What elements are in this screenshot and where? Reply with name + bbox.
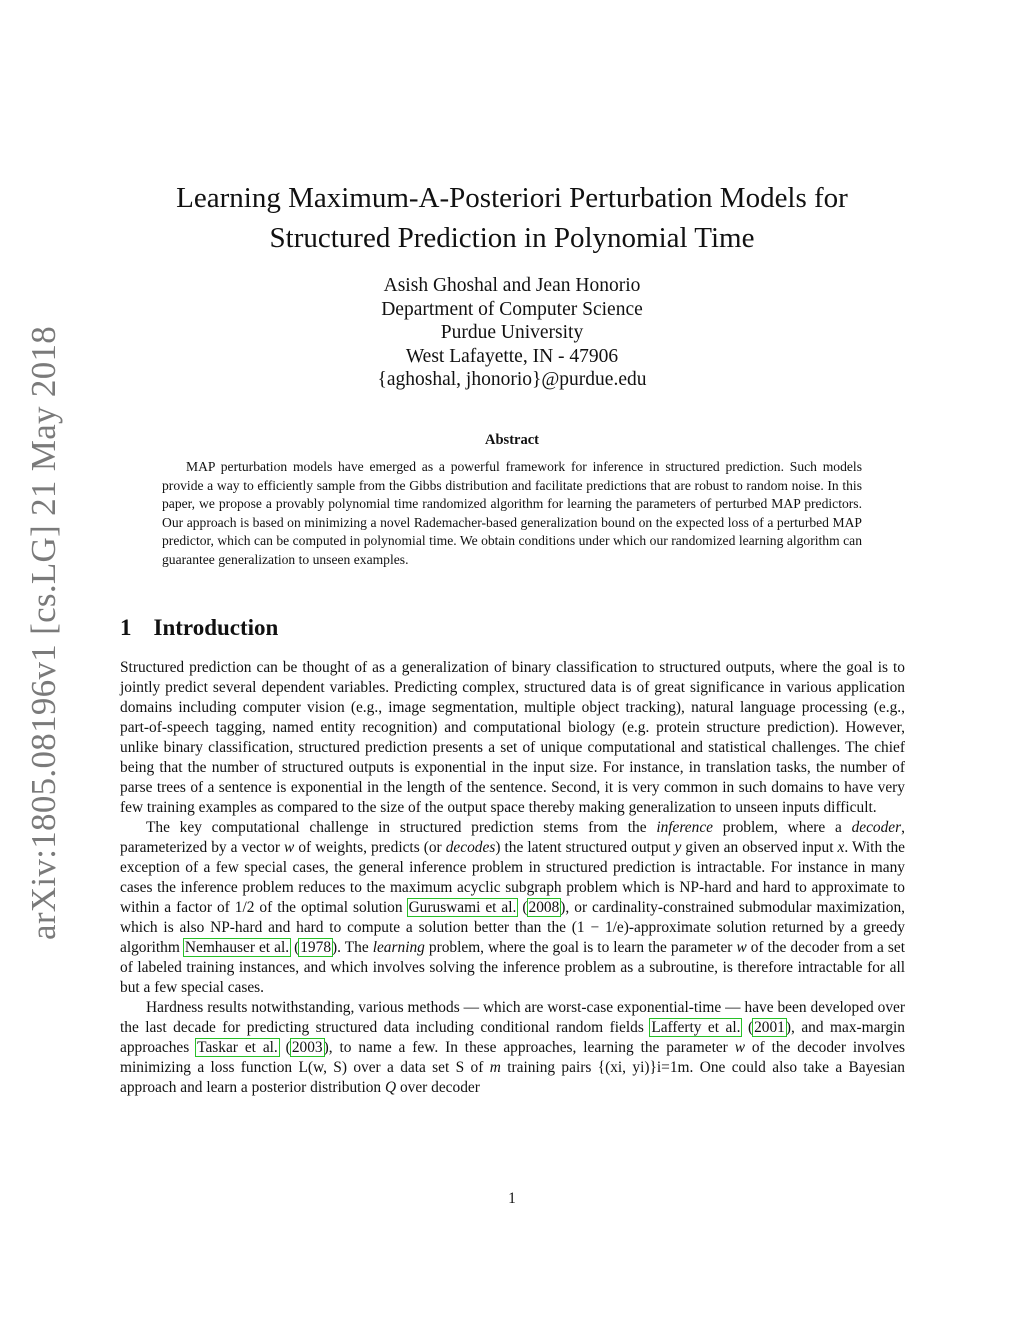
math-approx-factor: (1 − 1/e) bbox=[571, 919, 629, 936]
math-var-w: w bbox=[736, 939, 747, 956]
arxiv-identifier-stamp: arXiv:1805.08196v1 [cs.LG] 21 May 2018 bbox=[24, 325, 63, 940]
citation-year-link-taskar[interactable]: 2003 bbox=[291, 1039, 323, 1056]
text-run: training pairs bbox=[500, 1059, 598, 1076]
math-dataset-s: S bbox=[455, 1059, 465, 1076]
citation-link-lafferty[interactable]: Lafferty et al. bbox=[651, 1019, 741, 1036]
title-line-1: Learning Maximum-A-Posteriori Perturbation Models for bbox=[176, 182, 848, 214]
math-var-w: w bbox=[284, 839, 295, 856]
text-run: . With the exception of a few special cases, the general inference problem in structured prediction is intractable. For instance in many cases the inference problem reduces to the maximum acyclic subgraph problem which is NP-hard and hard to approximate to within a factor of bbox=[120, 839, 905, 916]
text-run: -approximate solution returned by a greedy algorithm bbox=[120, 919, 905, 956]
citation-link-guruswami[interactable]: Guruswami et al. bbox=[408, 899, 517, 916]
abstract-text: MAP perturbation models have emerged as a powerful framework for inference in structured prediction. Such models provide a way to efficiently sample from the Gibbs distribution and facilitate predictions that are robust to random noise. In this paper, we propose a provably polynomial time randomized algorithm for learning the parameters of perturbed MAP predictors. Our approach is based on minimizing a novel Rademacher-based generalization bound on the expected loss of a perturbed MAP predictor, which can be computed in polynomial time. We obtain conditions under which our randomized learning algorithm can guarantee generalization to unseen examples. bbox=[162, 459, 862, 567]
emphasis-learning: learning bbox=[372, 939, 425, 956]
text-run: . One could also take a Bayesian approach and learn a posterior distribution bbox=[120, 1059, 905, 1096]
section-heading bbox=[120, 615, 278, 641]
section-title: Introduction bbox=[153, 615, 279, 640]
text-run: problem, where a bbox=[713, 819, 852, 836]
section-number: 1 bbox=[120, 615, 132, 640]
text-run: over a data set bbox=[346, 1059, 456, 1076]
math-loss-function: L(w, S) bbox=[298, 1059, 347, 1076]
text-run: of bbox=[464, 1059, 490, 1076]
abstract-heading: Abstract bbox=[485, 432, 539, 448]
citation-link-nemhauser[interactable]: Nemhauser et al. bbox=[184, 939, 290, 956]
text-run: over decoder bbox=[396, 1079, 480, 1096]
math-var-w: w bbox=[734, 1039, 745, 1056]
author-department: Department of Computer Science bbox=[381, 298, 643, 320]
text-run: of the decoder involves minimizing a loss function bbox=[120, 1039, 906, 1076]
paragraph-3: Hardness results notwithstanding, various methods — which are worst-case exponential-time — have been developed over the last decade for predicting structured data including conditional random fields Lafferty et al. (2001), and max-margin approaches Taskar et al. (2003), to name a few. In these approaches, learning the parameter w of the decoder involves minimizing a loss function L(w, S) over a data set S of m training pairs {(xi, yi)}i=1m. One could also take a Bayesian approach and learn a posterior distribution Q over decoder bbox=[120, 999, 906, 1096]
text-run: , to name a few. In these approaches, learning the parameter bbox=[328, 1039, 735, 1056]
text-run: of weights, predicts (or bbox=[294, 839, 446, 856]
author-university: Purdue University bbox=[440, 322, 584, 343]
text-run: of the optimal solution bbox=[254, 899, 408, 916]
math-var-x: x bbox=[837, 839, 845, 856]
text-run: , and max-margin approaches bbox=[120, 1019, 905, 1056]
author-location: West Lafayette, IN - 47906 bbox=[405, 345, 619, 367]
paragraph-2: The key computational challenge in structured prediction stems from the inference problem, where a decoder, parameterized by a vector w of weights, predicts (or decodes) the latent structured output y given an observed input x. With the exception of a few special cases, the general inference problem in structured prediction is intractable. For instance in many cases the inference problem reduces to the maximum acyclic subgraph problem which is NP-hard and hard to approximate to within a factor of 1/2 of the optimal solution Guruswami et al. (2008), or cardinality-constrained submodular maximization, which is also NP-hard and hard to compute a solution better than the (1 − 1/e)-approximate solution returned by a greedy algorithm Nemhauser et al. (1978). The learning problem, where the goal is to learn the parameter w of the decoder from a set of labeled training instances, and which involves solving the inference problem as a subroutine, is therefore intractable for all but a few special cases. bbox=[120, 819, 906, 996]
text-run: Hardness results notwithstanding, various methods — which are worst-case exponential-time — have been developed over the last decade for predicting structured data including conditional random fields bbox=[120, 999, 905, 1036]
author-names: Asish Ghoshal and Jean Honorio bbox=[383, 275, 641, 296]
paper-title bbox=[120, 178, 904, 258]
text-run: . The bbox=[337, 939, 373, 956]
text-run: The key computational challenge in structured prediction stems from the bbox=[146, 819, 657, 836]
author-email: {aghoshal, jhonorio}@purdue.edu bbox=[377, 369, 647, 390]
text-run: , parameterized by a vector bbox=[120, 819, 905, 856]
citation-year-link-guruswami[interactable]: 2008 bbox=[528, 899, 560, 916]
math-var-m: m bbox=[489, 1059, 501, 1076]
emphasis-inference: inference bbox=[656, 819, 713, 836]
introduction-body bbox=[120, 658, 905, 1098]
math-fraction-half: 1/2 bbox=[234, 899, 255, 916]
emphasis-decodes: decodes bbox=[445, 839, 496, 856]
math-var-y: y bbox=[674, 839, 682, 856]
text-run: of the decoder from a set of labeled training instances, and which involves solving the inference problem as a subroutine, is therefore intractable for all but a few special cases. bbox=[120, 939, 906, 996]
citation-link-taskar[interactable]: Taskar et al. bbox=[197, 1039, 278, 1056]
title-line-2: Structured Prediction in Polynomial Time bbox=[269, 222, 755, 254]
text-run: , or cardinality-constrained submodular maximization, which is also NP-hard and hard to compute a solution better than the bbox=[120, 899, 906, 936]
citation-year-link-nemhauser[interactable]: 1978 bbox=[300, 939, 332, 956]
text-run: problem, where the goal is to learn the parameter bbox=[424, 939, 737, 956]
math-training-pairs: {(xi, yi)}i=1m bbox=[597, 1059, 690, 1076]
author-block bbox=[120, 274, 904, 392]
math-posterior-q: Q bbox=[384, 1079, 397, 1096]
paragraph-1: Structured prediction can be thought of as a generalization of binary classification to structured outputs, where the goal is to jointly predict several dependent variables. Predicting complex, structured data is of great significance in various application domains including computer vision (e.g., image segmentation, multiple object tracking), natural language processing (e.g., part-of-speech tagging, named entity recognition) and computational biology (e.g. protein structure prediction). However, unlike binary classification, structured prediction presents a set of unique computational and statistical challenges. The chief being that the number of structured outputs is exponential in the input size. For instance, in translation tasks, the number of parse trees of a sentence is exponential in the length of the sentence. Second, it is very common in such domains to have very few training examples as compared to the size of the output space thereby making generalization to unseen inputs difficult. bbox=[120, 659, 905, 816]
text-run: ) the latent structured output bbox=[495, 839, 675, 856]
emphasis-decoder: decoder bbox=[851, 819, 902, 836]
citation-year-link-lafferty[interactable]: 2001 bbox=[754, 1019, 785, 1036]
text-run: given an observed input bbox=[681, 839, 838, 856]
page-number: 1 bbox=[508, 1190, 516, 1207]
